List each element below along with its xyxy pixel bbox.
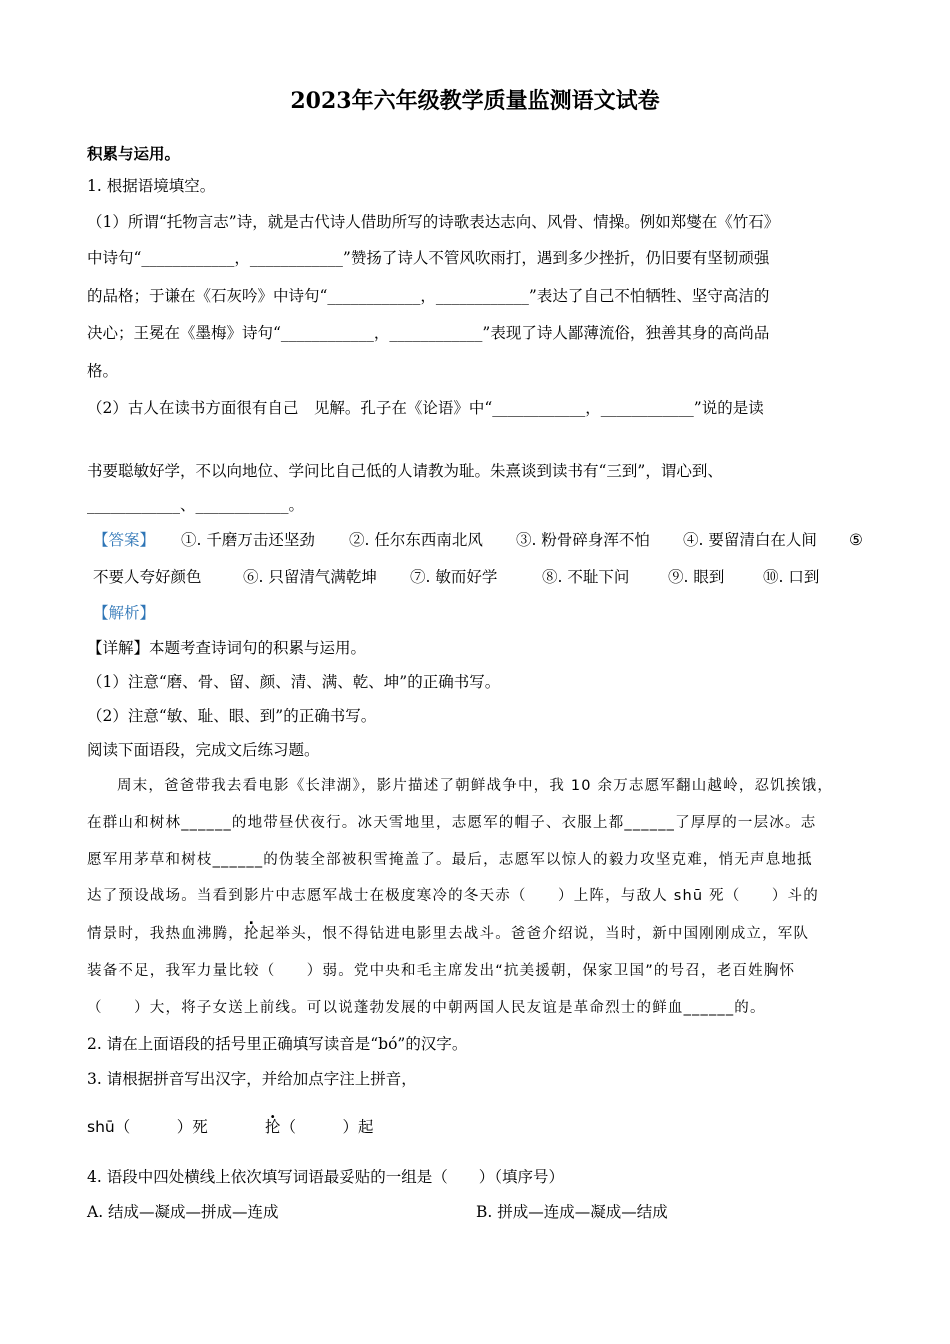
- passage-line-2: 在群山和树林______的地带昼伏夜行。冰天雪地里，志愿军的帽子、衣服上都______了厚厚的一层冰。志: [87, 815, 817, 831]
- analysis-label: 【解析】: [93, 604, 156, 622]
- answer-item: 不要人夸好颜色: [93, 568, 202, 586]
- analysis-note-1: （1）注意“磨、骨、留、颜、清、满、乾、坤”的正确书写。: [87, 673, 501, 691]
- answer-item: ⑤: [849, 531, 863, 549]
- answer-item: ⑥. 只留清气满乾坤: [243, 568, 377, 586]
- page-title: 2023年六年级教学质量监测语文试卷: [290, 88, 660, 114]
- question-1-part2-line3: ____________、____________。: [87, 496, 305, 514]
- passage-line-6: 装备不足，我军力量比较（ ）弱。党中央和毛主席发出“抗美援朝，保家卫国”的号召，老百姓胸怀: [87, 963, 796, 979]
- answer-item: ⑨. 眼到: [668, 568, 725, 586]
- reading-intro: 阅读下面语段，完成文后练习题。: [87, 741, 320, 759]
- answer-item: ③. 粉骨碎身浑不怕: [516, 531, 650, 549]
- question-1-part1-line3: 的品格；于谦在《石灰吟》中诗句“____________，____________”表达了自己不怕牺牲、坚守高洁的: [87, 287, 770, 305]
- question-1-part2-line1: （2）古人在读书方面很有自己 见解。孔子在《论语》中“____________，____________”说的是读: [87, 399, 764, 417]
- pinyin-text: shū: [87, 1118, 115, 1136]
- passage-line-7: （ ）大，将子女送上前线。可以说蓬勃发展的中朝两国人民友谊是革命烈士的鲜血______的。: [87, 1000, 766, 1016]
- question-1-part1-line4: 决心；王冕在《墨梅》诗句“____________，____________”表现了诗人鄙薄流俗，独善其身的高尚品: [87, 324, 770, 342]
- passage-text: 情景时，我热血沸腾，: [87, 926, 244, 942]
- dotted-char: 抡: [244, 926, 260, 942]
- passage-line-1: 周末，爸爸带我去看电影《长津湖》，影片描述了朝鲜战争中，我 10 余万志愿军翻山越岭，忍饥挨饿，: [117, 778, 834, 794]
- dotted-char: 抡: [265, 1118, 281, 1136]
- answer-item: ②. 任尔东西南北风: [349, 531, 483, 549]
- analysis-detail: 【详解】本题考查诗词句的积累与运用。: [87, 639, 367, 657]
- question-3-item-a: [87, 1117, 208, 1137]
- question-1-stem: 1. 根据语境填空。: [87, 177, 216, 195]
- question-1-part1-line5: 格。: [87, 362, 119, 380]
- analysis-note-2: （2）注意“敏、耻、眼、到”的正确书写。: [87, 707, 377, 725]
- section-heading: 积累与运用。: [87, 144, 181, 163]
- answer-item: ⑧. 不耻下问: [542, 568, 630, 586]
- answer-item: ⑦. 敏而好学: [410, 568, 498, 586]
- answer-item: ⑩. 口到: [763, 568, 820, 586]
- question-1-part1-line1: （1）所谓“托物言志”诗，就是古代诗人借助所写的诗歌表达志向、风骨、情操。例如郑燮在《竹石》: [87, 213, 780, 231]
- question-4-stem: 4. 语段中四处横线上依次填写词语最妥贴的一组是（ ）（填序号）: [87, 1168, 564, 1186]
- question-4-option-b: B. 拼成—连成—凝成—结成: [476, 1203, 668, 1221]
- answer-item: ④. 要留清白在人间: [683, 531, 817, 549]
- answer-blank: （ ）死: [114, 1118, 208, 1136]
- question-3-item-b: [265, 1117, 374, 1137]
- question-1-part2-line2: 书要聪敏好学，不以向地位、学问比自己低的人请教为耻。朱熹谈到读书有“三到”，谓心到、: [87, 462, 723, 480]
- passage-line-5: [87, 924, 809, 944]
- passage-text: 起举头，恨不得钻进电影里去战斗。爸爸介绍说，当时，新中国刚刚成立，军队: [259, 926, 810, 942]
- passage-line-3: 愿军用茅草和树枝______的伪装全部被积雪掩盖了。最后，志愿军以惊人的毅力攻坚克难，悄无声息地抵: [87, 852, 813, 868]
- question-1-part1-line2: 中诗句“____________，____________”赞扬了诗人不管风吹雨打，遇到多少挫折，仍旧要有坚韧顽强: [87, 249, 770, 267]
- question-2: 2. 请在上面语段的括号里正确填写读音是“bó”的汉字。: [87, 1035, 468, 1053]
- answer-blank: （ ）起: [280, 1118, 374, 1136]
- question-4-option-a: A. 结成—凝成—拼成—连成: [87, 1203, 279, 1221]
- answer-item: ①. 千磨万击还坚劲: [181, 531, 315, 549]
- passage-line-4: 达了预设战场。当看到影片中志愿军战士在极度寒冷的冬天赤（ ）上阵，与敌人 shū 死（ ）斗的: [87, 888, 819, 904]
- question-3-stem: 3. 请根据拼音写出汉字，并给加点字注上拼音，: [87, 1070, 417, 1088]
- answer-label: 【答案】: [93, 531, 156, 549]
